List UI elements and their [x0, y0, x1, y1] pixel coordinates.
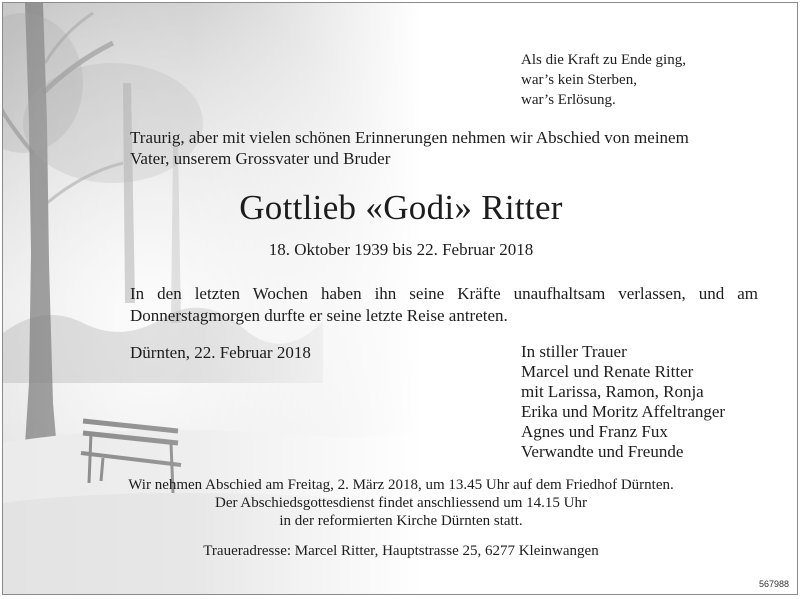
intro-line: Vater, unserem Grossvater und Bruder [130, 149, 391, 168]
poem-line: Als die Kraft zu Ende ging, [521, 52, 686, 68]
service-line: Der Abschiedsgottesdienst findet anschliessend um 14.15 Uhr [214, 495, 588, 511]
service-line: Wir nehmen Abschied am Freitag, 2. März 2018, um 13.45 Uhr auf dem Friedhof Dürnten. [128, 477, 674, 493]
farewell-message: In den letzten Wochen haben ihn seine Kräfte unaufhaltsam verlassen, und am Donnerstagmorgen durfte er seine letzte Reise antreten. [130, 284, 758, 325]
deceased-name: Gottlieb «Godi» Ritter [239, 188, 563, 227]
mourners-heading: In stiller Trauer [521, 342, 627, 361]
intro-text [130, 127, 770, 169]
life-dates: 18. Oktober 1939 bis 22. Februar 2018 [268, 240, 534, 259]
service-line: in der reformierten Kirche Dürnten statt. [279, 513, 523, 529]
mourner-entry: Marcel und Renate Ritter [521, 362, 694, 381]
intro-line: Traurig, aber mit vielen schönen Erinnerungen nehmen wir Abschied von meinem [130, 128, 689, 147]
place-and-date: Dürnten, 22. Februar 2018 [130, 343, 311, 362]
mourner-entry: Verwandte und Freunde [521, 442, 684, 461]
poem-verse [521, 50, 686, 110]
reference-number: 567988 [758, 579, 789, 589]
mourner-entry: Erika und Moritz Affeltranger [521, 402, 726, 421]
mourning-address: Traueradresse: Marcel Ritter, Hauptstrasse 25, 6277 Kleinwangen [203, 543, 599, 559]
mourner-entry: Agnes und Franz Fux [521, 422, 668, 441]
mourners-list [521, 342, 725, 462]
poem-line: war’s kein Sterben, [521, 72, 637, 88]
obituary-notice [2, 2, 798, 595]
poem-line: war’s Erlösung. [521, 92, 616, 108]
service-details [3, 476, 798, 530]
mourner-entry: mit Larissa, Ramon, Ronja [521, 382, 704, 401]
